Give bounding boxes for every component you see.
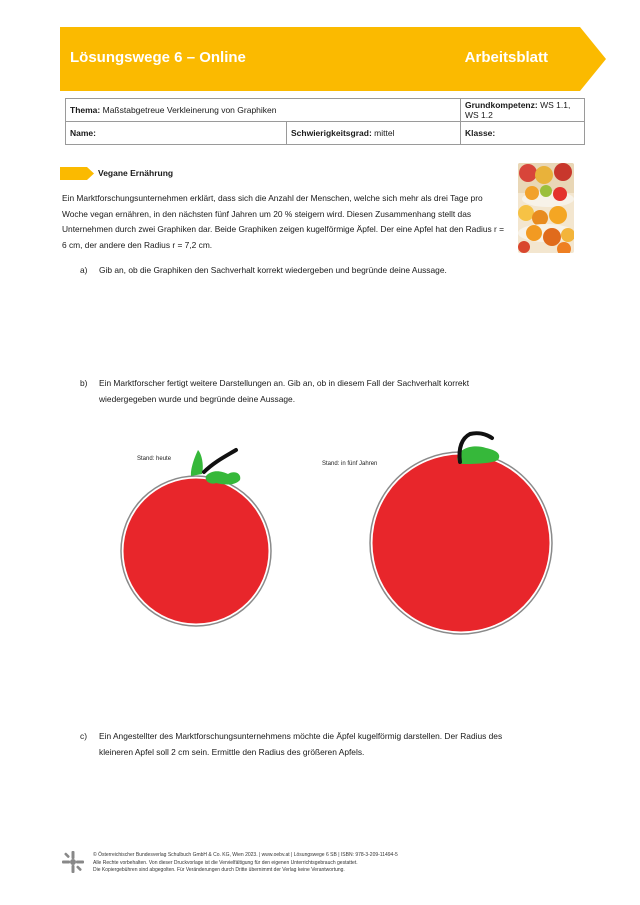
footer-copyright	[93, 852, 533, 875]
footer-line-2: Alle Rechte vorbehalten. Von dieser Druckvorlage ist die Vervielfältigung für den eigenen Unterrichtsgebrauch gestattet.	[93, 859, 358, 866]
header-doc-type: Arbeitsblatt	[464, 49, 548, 66]
grundkompetenz-value: WS 1.1, WS 1.2	[464, 100, 571, 120]
task-c-label: c)	[80, 731, 87, 741]
info-table	[65, 98, 585, 145]
task-a	[80, 263, 560, 279]
header-banner	[60, 27, 606, 91]
name-cell[interactable]	[66, 122, 287, 145]
task-a-text: Gib an, ob die Graphiken den Sachverhalt korrekt wiedergeben und begründe deine Aussage.	[99, 265, 447, 275]
schwierigkeit-cell	[287, 122, 461, 145]
apple-graphic-today	[118, 440, 278, 630]
apple-graphic-future	[310, 426, 560, 636]
section-title: Vegane Ernährung	[98, 168, 174, 178]
task-b-text-line2: wiedergegeben wurde und begründe deine Aussage.	[99, 393, 296, 404]
task-a-label: a)	[80, 265, 88, 275]
schwierigkeit-value: mittel	[374, 128, 395, 138]
grundkompetenz-cell	[460, 99, 584, 122]
footer-line-1: © Österreichischer Bundesverlag Schulbuch GmbH & Co. KG, Wien 2023. | www.oebv.at | Lösungswege 6 SB | ISBN: 978-3-209-11494-5	[93, 852, 398, 858]
header-title: Lösungswege 6 – Online	[70, 49, 246, 66]
grundkompetenz-label: Grundkompetenz:	[464, 100, 538, 110]
klasse-label: Klasse:	[464, 128, 496, 138]
task-c	[80, 729, 560, 761]
thema-value: Maßstabgetreue Verkleinerung von Graphiken	[102, 105, 277, 115]
section-arrow-icon	[60, 167, 94, 180]
apple-label-today: Stand: heute	[137, 456, 172, 462]
task-b-text-line1: Ein Marktforscher fertigt weitere Darstellungen an. Gib an, ob in diesem Fall der Sachverhalt korrekt	[99, 378, 470, 388]
name-label: Name:	[70, 128, 96, 138]
task-c-text-line1: Ein Angestellter des Marktforschungsunternehmens möchte die Äpfel kugelförmig darstellen. Der Radius des	[99, 731, 503, 741]
task-b	[80, 376, 560, 408]
task-b-label: b)	[80, 378, 88, 388]
thema-cell	[66, 99, 461, 122]
thema-label: Thema:	[70, 105, 101, 115]
apple-label-future: Stand: in fünf Jahren	[322, 461, 378, 467]
fruit-photo	[518, 163, 574, 253]
klasse-cell[interactable]	[460, 122, 584, 145]
task-c-text-line2: kleineren Apfel soll 2 cm sein. Ermittle den Radius des größeren Apfels.	[99, 746, 365, 757]
schwierigkeit-label: Schwierigkeitsgrad:	[291, 128, 372, 138]
intro-paragraph: Ein Marktforschungsunternehmen erklärt, dass sich die Anzahl der Menschen, welche sich mehr als drei Tage pro Woche vegan ernähren, in den nächsten fünf Jahren um 20 % steigern wird. Diesen Zusammenhang stellt das Unternehmen durch zwei Graphiken dar. Beide Graphiken zeigen kugelförmige Äpfel. Der eine Apfel hat den Radius r = 6 cm, der andere den Radius r = 7,2 cm.	[62, 193, 505, 250]
publisher-logo-icon	[60, 851, 86, 878]
footer-line-3: Die Kopiergebühren sind abgegolten. Für Veränderungen durch Dritte übernimmt der Verlag keine Verantwortung.	[93, 867, 345, 873]
